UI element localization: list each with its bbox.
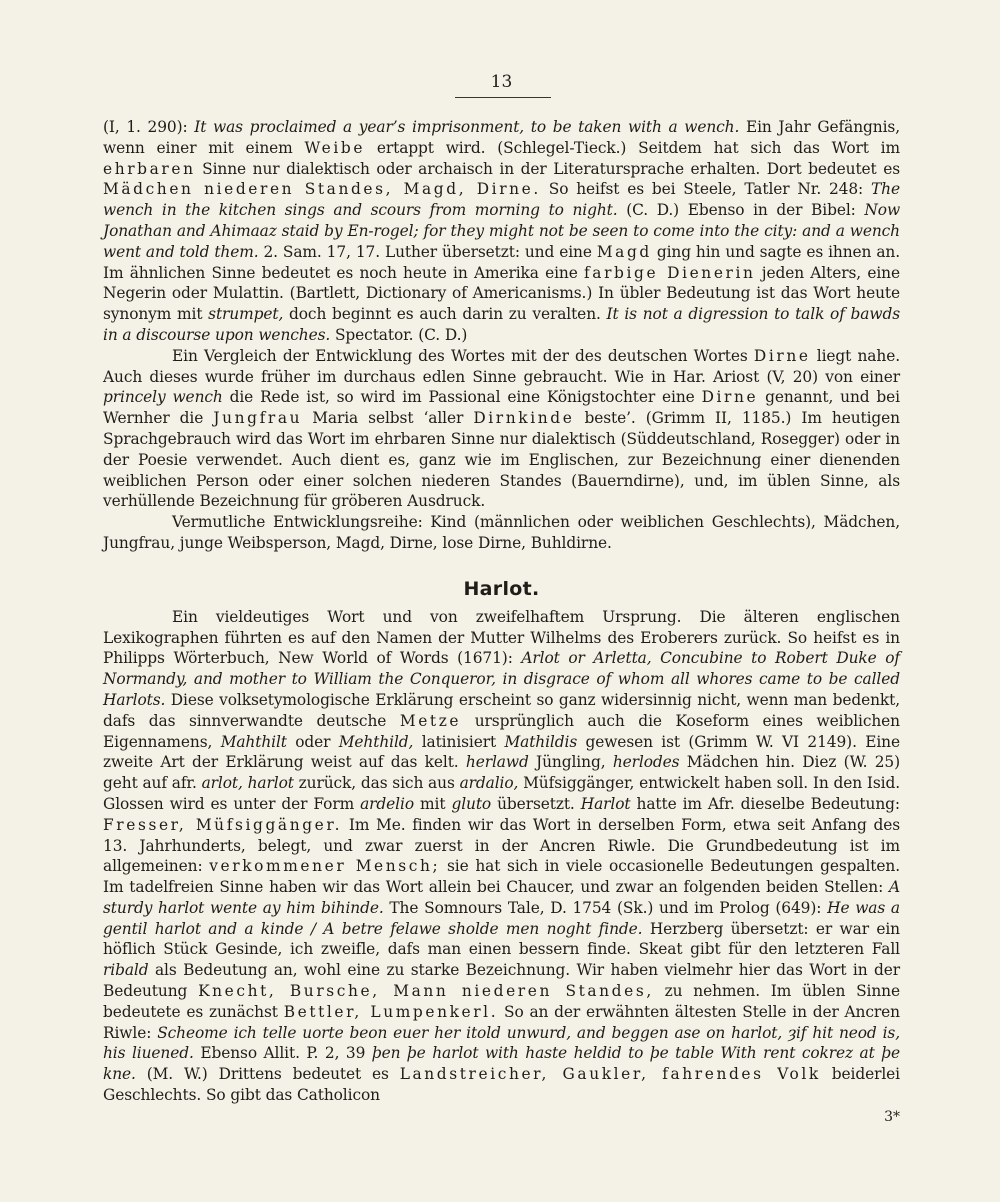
text-run: Ein Jahr Gefängnis, wenn einer mit einem [103, 118, 900, 157]
text-run: So heifst es bei Steele, Tatler Nr. 248: [540, 180, 871, 199]
paragraph-development-series [103, 512, 900, 554]
text-run: Vermutliche Entwicklungsreihe: Kind (männlichen oder weiblichen Geschlechts), Mädchen, Jungfrau, junge Weibsperson, Magd, Dirne, lose Dirne, Buhldirne. [103, 513, 900, 552]
text-run: Ein vieldeutiges Wort und von zweifelhaftem Ursprung. Die älteren englischen Lexikographen führten es auf den Namen der Mutter Wilhelms des Eroberers zurück. So heifst es in Philipps Wörterbuch, New World of Words (1671): [103, 607, 900, 668]
text-run: Herzberg übersetzt: er war ein höflich Stück Gesinde, ich zweifle, dafs man einen bessern finde. Skeat gibt für den letzteren Fall [103, 919, 900, 959]
spaced-term: Metze [399, 711, 462, 730]
text-run: liegt nahe. Auch dieses wurde früher im durchaus edlen Sinne gebraucht. Wie in Har. Ariost (V, 20) von einer [103, 346, 900, 386]
text-run: zurück, das sich aus [293, 774, 460, 793]
text-run: Spectator. (C. D.) [330, 325, 468, 344]
printer-signature-mark: 3* [884, 1109, 900, 1125]
text-run: beiderlei Geschlechts. So gibt das Catholicon [103, 1065, 900, 1105]
text-run: Jüngling, [528, 753, 613, 772]
text-run: sie hat sich in viele occasionelle Bedeutungen gespalten. Im tadelfreien Sinne haben wir das Wort allein bei Chaucer, und zwar an folgenden beiden Stellen: [103, 857, 900, 897]
english-quote: þen þe harlot with haste heldid to þe table With rent cokrez at þe kne. [103, 1044, 900, 1084]
paragraph-wench-continued [103, 117, 900, 346]
text-run: jeden Alters, eine Negerin oder Mulattin. (Bartlett, Dictionary of Americanisms.) In übler Bedeutung ist das Wort heute synonym mit [103, 263, 900, 324]
spaced-term: Mädchen niederen Standes, Magd, Dirne. [103, 180, 541, 199]
english-quote: gluto [451, 794, 492, 813]
text-run: So an der erwähnten ältesten Stelle in der Ancren Riwle: [103, 1002, 900, 1042]
spaced-term: Jungfrau [213, 409, 303, 428]
english-quote: It is not a digression to talk of bawds in a discourse upon wenches. [103, 305, 900, 344]
text-run: genannt, und bei Wernher die [103, 388, 900, 428]
text-run: doch beginnt es auch darin zu veralten. [283, 305, 607, 324]
body-text [103, 117, 900, 1106]
text-run: Sinne nur dialektisch oder archaisch in der Literatursprache erhalten. Dort bedeutet es [195, 159, 900, 178]
spaced-term: farbige Dienerin [584, 263, 756, 282]
spaced-term: Magd [596, 242, 652, 261]
english-quote: He was a gentil harlot and a kinde / A betre felawe sholde men noght finde. [103, 898, 900, 938]
english-quote: The wench in the kitchen sings and scours from morning to night. [103, 180, 900, 220]
page-number: 13 [490, 72, 513, 92]
text-run: Müfsiggänger, entwickelt haben soll. In den Isid. Glossen wird es unter der Form [103, 774, 901, 813]
english-quote: strumpet, [208, 305, 284, 324]
spaced-term: ehrbaren [103, 159, 196, 178]
text-run: gewesen ist (Grimm W. VI 2149). Eine zweite Art der Erklärung weist auf das kelt. [103, 732, 900, 772]
english-quote: Mahthilt [220, 732, 287, 751]
text-run: ging hin und sagte es ihnen an. Im ähnlichen Sinne bedeutet es noch heute in Amerika eine [103, 242, 901, 282]
english-quote: It was proclaimed a year’s imprisonment, to be taken with a wench. [194, 118, 740, 136]
text-run: (I, 1. 290): [103, 118, 195, 136]
spaced-term: Dirnkinde [473, 409, 575, 428]
paragraph-dirne-comparison [103, 346, 900, 512]
english-quote: herlodes [612, 753, 680, 772]
english-quote: Mathildis [504, 732, 578, 751]
text-run: ertappt wird. (Schlegel-Tieck.) Seitdem hat sich das Wort im [365, 138, 900, 157]
text-run: zu nehmen. Im üblen Sinne bedeutete es zunächst [103, 982, 900, 1021]
paragraph-harlot [103, 607, 900, 1106]
text-run: beste’. (Grimm II, 1185.) Im heutigen Sprachgebrauch wird das Wort im ehrbaren Sinne nur dialektisch (Süddeutschland, Rosegger) oder in der Poesie verwendet. Auch dient es, ganz wie im Englischen, zur Bezeichnung einer dienenden weiblichen Person oder einer solchen niederen Standes (Bauerndirne), und, im üblen Sinne, als verhüllende Bezeichnung für gröberen Ausdruck. [103, 409, 900, 511]
text-run: The Somnours Tale, D. 1754 (Sk.) und im Prolog (649): [383, 898, 828, 917]
text-run: Ein Vergleich der Entwicklung des Wortes mit der des deutschen Wortes [172, 346, 754, 365]
english-quote: ribald [103, 961, 149, 980]
text-run: als Bedeutung an, wohl eine zu starke Bezeichnung. Wir haben vielmehr hier das Wort in der Bedeutung [103, 961, 900, 1001]
text-run: Mädchen hin. Diez (W. 25) geht auf afr. [103, 753, 900, 793]
english-quote: Mehthild, [338, 732, 414, 751]
text-run: Im Me. finden wir das Wort in derselben Form, etwa seit Anfang des 13. Jahrhunderts, belegt, und zwar zuerst in der Ancren Riwle. Die Grundbedeutung ist im allgemeinen: [103, 815, 900, 876]
spaced-term: Knecht, Bursche, Mann niederen Standes, [198, 982, 654, 1001]
text-run: die Rede ist, so wird im Passional eine Königstochter eine [222, 388, 702, 407]
english-quote: Arlot or Arletta, Concubine to Robert Duke of Normandy, and mother to William the Conqueror, in disgrace of whom all whores came to be called Harlots. [103, 649, 900, 709]
book-page [103, 0, 900, 1202]
text-run: mit [414, 794, 452, 813]
spaced-term: Bettler, Lumpenkerl. [283, 1002, 499, 1021]
spaced-term: Dirne [753, 346, 811, 365]
text-run: oder [286, 732, 339, 751]
english-quote: A sturdy harlot wente ay him bihinde. [103, 878, 900, 917]
spaced-term: Weibe [304, 138, 366, 157]
text-run: latinisiert [413, 732, 505, 751]
text-run: (C. D.) Ebenso in der Bibel: [617, 201, 865, 220]
text-run: Ebenso Allit. P. 2, 39 [193, 1044, 372, 1063]
english-quote: herlawd [465, 753, 529, 772]
page-number-rule [455, 97, 551, 98]
spaced-term: verkommener Mensch; [209, 857, 441, 876]
english-quote: Harlot [580, 794, 631, 813]
english-quote: ardelio [360, 794, 414, 813]
text-run: Maria selbst ‘aller [302, 409, 474, 428]
english-quote: ardalio, [459, 774, 519, 793]
text-run: 2. Sam. 17, 17. Luther übersetzt: und eine [258, 242, 597, 261]
english-quote: princely wench [103, 388, 223, 407]
spaced-term: Fresser, Müfsiggänger. [103, 815, 343, 834]
text-run: (M. W.) Drittens bedeutet es [135, 1065, 400, 1084]
text-run: Diese volksetymologische Erklärung erscheint so ganz widersinnig nicht, wenn man bedenkt, dafs das sinnverwandte deutsche [103, 690, 900, 730]
text-run: ursprünglich auch die Koseform eines weiblichen Eigennamens, [103, 711, 900, 751]
english-quote: Scheome ich telle uorte beon euer her itold unwurd, and beggen ase on harlot, ȝif hit neod is, his liuened. [103, 1023, 901, 1063]
section-heading-harlot: Harlot. [463, 577, 540, 600]
spaced-term: Landstreicher, Gaukler, fahrendes Volk [399, 1065, 821, 1084]
text-run: hatte im Afr. dieselbe Bedeutung: [630, 794, 900, 813]
spaced-term: Dirne [701, 388, 759, 407]
english-quote: Now Jonathan and Ahimaaz staid by En-rogel; for they might not be seen to come into the city: and a wench went and told them. [103, 201, 901, 261]
english-quote: arlot, harlot [201, 774, 294, 793]
text-run: übersetzt. [491, 794, 581, 813]
